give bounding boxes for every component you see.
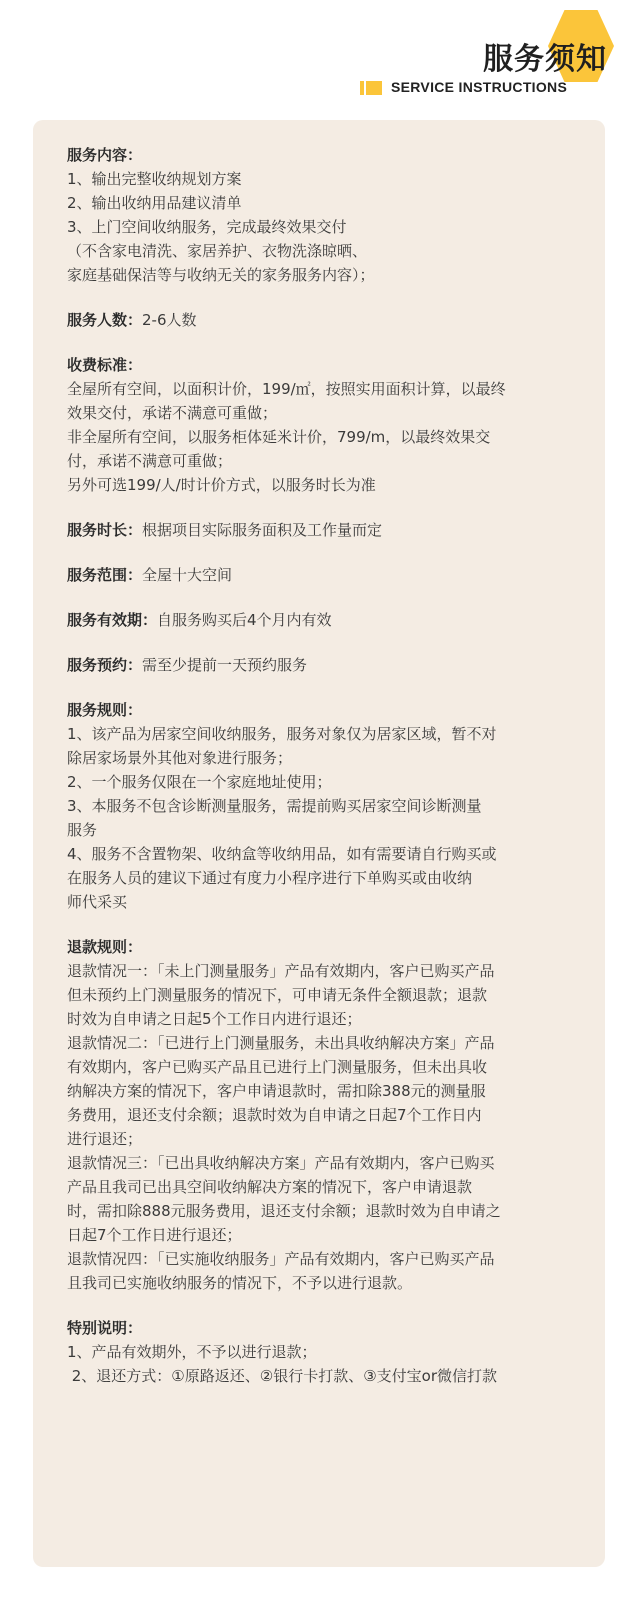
text-line: 产品且我司已出具空间收纳解决方案的情况下，客户申请退款 [67,1178,473,1196]
text-line: 时效为自申请之日起5个工作日内进行退还； [67,1010,362,1028]
text-line: 另外可选199/人/时计价方式，以服务时长为准 [67,476,376,494]
accent-bar-icon [360,81,382,95]
section-title: 服务人数： [67,311,143,329]
section-content [67,143,577,287]
text-line: 但未预约上门测量服务的情况下，可申请无条件全额退款；退款 [67,986,488,1004]
section-value: 自服务购买后4个月内有效 [157,611,332,629]
text-line: 且我司已实施收纳服务的情况下，不予以进行退款。 [67,1274,413,1292]
section-rules [67,698,577,914]
section-special [67,1316,577,1388]
text-line: 退款情况三：「已出具收纳解决方案」产品有效期内，客户已购买 [67,1154,495,1172]
text-line: 退款情况一：「未上门测量服务」产品有效期内，客户已购买产品 [67,962,495,980]
text-line: 退款情况二：「已进行上门测量服务，未出具收纳解决方案」产品 [67,1034,495,1052]
text-line: 2、退还方式：①原路返还、②银行卡打款、③支付宝or微信打款 [67,1367,498,1385]
text-line: 日起7个工作日进行退还； [67,1226,242,1244]
section-value: 2-6人数 [142,311,197,329]
header [0,0,637,110]
text-line: 3、上门空间收纳服务，完成最终效果交付 [67,218,347,236]
section-title: 服务有效期： [67,611,158,629]
section-title: 特别说明： [67,1319,143,1337]
section-scope [67,563,577,587]
section-title: 服务内容： [67,146,143,164]
text-line: 付，承诺不满意可重做； [67,452,233,470]
section-value: 全屋十大空间 [142,566,233,584]
text-line: 服务 [67,821,98,839]
section-title: 服务规则： [67,701,143,719]
text-line: 效果交付，承诺不满意可重做； [67,404,278,422]
text-line: 在服务人员的建议下通过有度力小程序进行下单购买或由收纳 [67,869,473,887]
text-line: 师代采买 [67,893,128,911]
text-line: 2、输出收纳用品建议清单 [67,194,242,212]
text-line: 纳解决方案的情况下，客户申请退款时，需扣除388元的测量服 [67,1082,486,1100]
text-line: 1、输出完整收纳规划方案 [67,170,242,188]
text-line: 时，需扣除888元服务费用，退还支付余额；退款时效为自申请之 [67,1202,501,1220]
text-line: 非全屋所有空间，以服务柜体延米计价，799/m，以最终效果交 [67,428,491,446]
section-value: 根据项目实际服务面积及工作量而定 [142,521,383,539]
text-line: 进行退还； [67,1130,143,1148]
page-title: 服务须知 [483,42,607,77]
section-value: 需至少提前一天预约服务 [142,656,308,674]
page-subtitle: SERVICE INSTRUCTIONS [391,79,568,95]
text-line: 2、一个服务仅限在一个家庭地址使用； [67,773,332,791]
text-line: （不含家电清洗、家居养护、衣物洗涤晾晒、 [67,242,368,260]
text-line: 家庭基础保洁等与收纳无关的家务服务内容）； [67,266,375,284]
text-line: 1、该产品为居家空间收纳服务，服务对象仅为居家区域，暂不对 [67,725,497,743]
section-duration [67,518,577,542]
section-validity [67,608,577,632]
section-booking [67,653,577,677]
text-line: 全屋所有空间，以面积计价，199/㎡，按照实用面积计算，以最终 [67,380,506,398]
text-line: 务费用，退还支付余额；退款时效为自申请之日起7个工作日内 [67,1106,482,1124]
section-refund [67,935,577,1295]
section-fee [67,353,577,497]
section-title: 退款规则： [67,938,143,956]
text-line: 退款情况四：「已实施收纳服务」产品有效期内，客户已购买产品 [67,1250,495,1268]
text-line: 1、产品有效期外，不予以进行退款； [67,1343,317,1361]
section-title: 服务范围： [67,566,143,584]
section-title: 服务时长： [67,521,143,539]
section-title: 服务预约： [67,656,143,674]
text-line: 除居家场景外其他对象进行服务； [67,749,293,767]
text-line: 有效期内，客户已购买产品且已进行上门测量服务，但未出具收 [67,1058,488,1076]
text-line: 4、服务不含置物架、收纳盒等收纳用品，如有需要请自行购买或 [67,845,497,863]
section-title: 收费标准： [67,356,143,374]
instructions-content [67,143,577,1409]
text-line: 3、本服务不包含诊断测量服务，需提前购买居家空间诊断测量 [67,797,482,815]
section-people [67,308,577,332]
